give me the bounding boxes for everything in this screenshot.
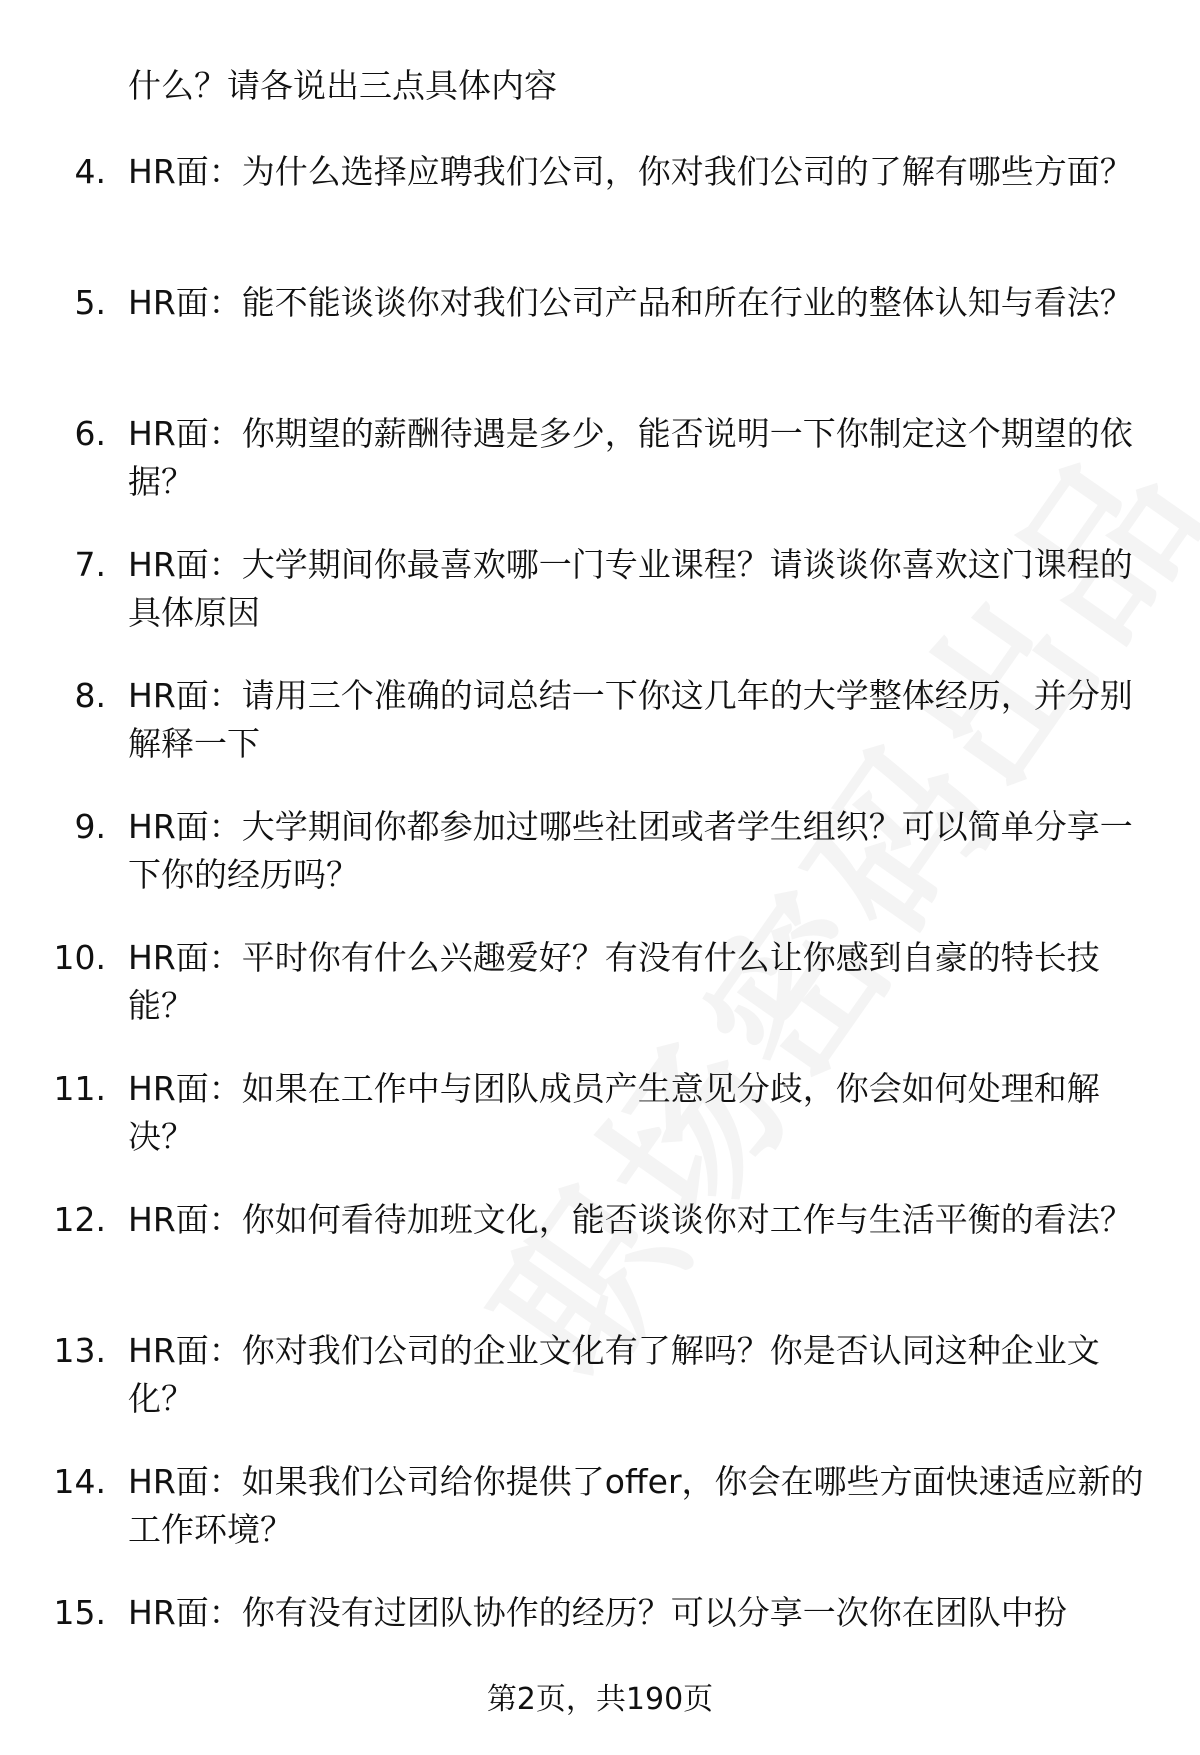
question-item [0, 803, 1200, 934]
question-number: 10. [53, 938, 106, 977]
question-item [0, 1327, 1200, 1458]
question-text: HR面：如果我们公司给你提供了offer，你会在哪些方面快速适应新的工作环境？ [128, 1462, 1144, 1549]
question-list [0, 148, 1200, 1720]
question-item [0, 672, 1200, 803]
question-number: 15. [53, 1593, 106, 1632]
question-item [0, 148, 1200, 279]
question-text: HR面：请用三个准确的词总结一下你这几年的大学整体经历，并分别解释一下 [128, 676, 1133, 763]
continued-question-text: 什么？请各说出三点具体内容 [128, 66, 557, 105]
question-item [0, 1065, 1200, 1196]
page-footer: 第2页，共190页 [486, 1682, 714, 1717]
question-text: HR面：你如何看待加班文化，能否谈谈你对工作与生活平衡的看法？ [128, 1200, 1133, 1239]
question-text: HR面：大学期间你最喜欢哪一门专业课程？请谈谈你喜欢这门课程的具体原因 [128, 545, 1133, 632]
question-number: 4. [74, 152, 106, 191]
question-number: 14. [53, 1462, 106, 1501]
question-number: 7. [74, 545, 106, 584]
question-text: HR面：你有没有过团队协作的经历？可以分享一次你在团队中扮 [128, 1593, 1067, 1632]
question-number: 5. [74, 283, 106, 322]
question-number: 8. [74, 676, 106, 715]
question-number: 6. [74, 414, 106, 453]
question-item [0, 934, 1200, 1065]
question-number: 9. [74, 807, 106, 846]
question-item [0, 279, 1200, 410]
question-number: 11. [53, 1069, 106, 1108]
question-item [0, 410, 1200, 541]
question-text: HR面：如果在工作中与团队成员产生意见分歧，你会如何处理和解决？ [128, 1069, 1100, 1156]
question-item [0, 541, 1200, 672]
question-text: HR面：大学期间你都参加过哪些社团或者学生组织？可以简单分享一下你的经历吗？ [128, 807, 1133, 894]
question-item [0, 1196, 1200, 1327]
question-number: 12. [53, 1200, 106, 1239]
question-text: HR面：平时你有什么兴趣爱好？有没有什么让你感到自豪的特长技能？ [128, 938, 1100, 1025]
question-number: 13. [53, 1331, 106, 1370]
question-text: HR面：能不能谈谈你对我们公司产品和所在行业的整体认知与看法？ [128, 283, 1133, 322]
question-text: HR面：你期望的薪酬待遇是多少，能否说明一下你制定这个期望的依据？ [128, 414, 1133, 501]
question-text: HR面：你对我们公司的企业文化有了解吗？你是否认同这种企业文化？ [128, 1331, 1100, 1418]
question-text: HR面：为什么选择应聘我们公司，你对我们公司的了解有哪些方面？ [128, 152, 1133, 191]
question-item [0, 1458, 1200, 1589]
